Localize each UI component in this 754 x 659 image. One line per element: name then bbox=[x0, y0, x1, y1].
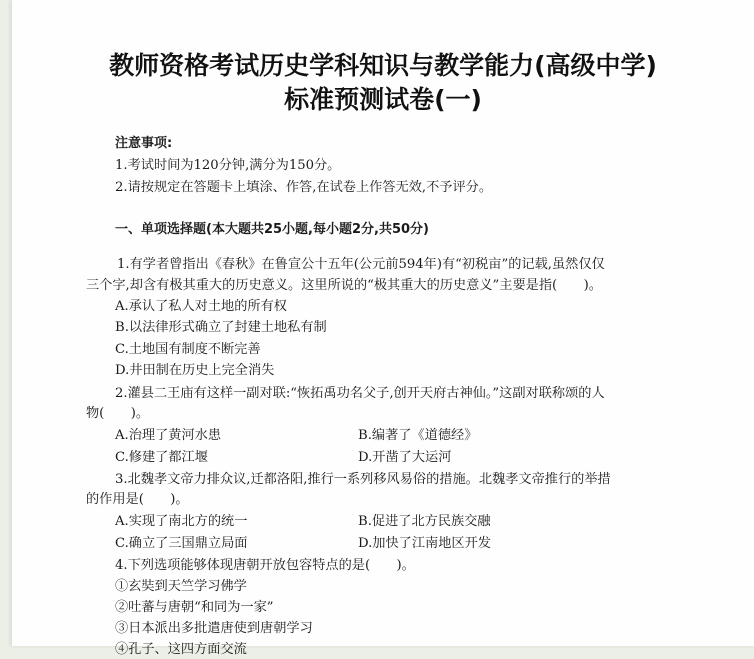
option: A.实现了南北方的统一 bbox=[115, 514, 248, 529]
document-title: 教师资格考试历史学科知识与教学能力(高级中学) bbox=[109, 51, 657, 80]
option: ①玄奘到天竺学习佛学 bbox=[115, 579, 247, 594]
option: A.承认了私人对土地的所有权 bbox=[115, 299, 287, 314]
option: B.以法律形式确立了封建土地私有制 bbox=[115, 320, 327, 335]
option: ②吐蕃与唐朝“和同为一家” bbox=[115, 600, 274, 615]
document-page bbox=[12, 0, 754, 657]
question-stem: 1.有学者曾指出《春秋》在鲁宣公十五年(公元前594年)有“初税亩”的记载,虽然仅仅 bbox=[117, 257, 605, 272]
question-stem: 三个字,却含有极其重大的历史意义。这里所说的“极其重大的历史意义”主要是指( )。 bbox=[86, 278, 602, 293]
notice-heading: 注意事项: bbox=[115, 136, 173, 151]
question-stem: 的作用是( )。 bbox=[86, 492, 189, 507]
option: D.井田制在历史上完全消失 bbox=[115, 363, 275, 378]
question-stem: 4.下列选项能够体现唐朝开放包容特点的是( )。 bbox=[115, 558, 415, 573]
option: ④孔子、这四方面交流 bbox=[115, 642, 247, 657]
option: A.治理了黄河水患 bbox=[115, 428, 222, 443]
option: B.促进了北方民族交融 bbox=[358, 514, 491, 529]
option: C.土地国有制度不断完善 bbox=[115, 342, 261, 357]
question-stem: 3.北魏孝文帝力排众议,迁都洛阳,推行一系列移风易俗的措施。北魏孝文帝推行的举措 bbox=[115, 472, 611, 487]
option: D.开凿了大运河 bbox=[358, 450, 452, 465]
option: B.编著了《道德经》 bbox=[358, 428, 478, 443]
option: C.修建了都江堰 bbox=[115, 450, 208, 465]
option: D.加快了江南地区开发 bbox=[358, 536, 491, 551]
question-stem: 2.灌县二王庙有这样一副对联:“恢拓禹功名父子,创开天府古神仙。”这副对联称颂的人 bbox=[115, 386, 605, 401]
option: ③日本派出多批遣唐使到唐朝学习 bbox=[115, 621, 313, 636]
section-heading: 一、单项选择题(本大题共25小题,每小题2分,共50分) bbox=[115, 222, 429, 237]
document-subtitle: 标准预测试卷(一) bbox=[284, 85, 482, 114]
notice-item: 1.考试时间为120分钟,满分为150分。 bbox=[115, 158, 341, 173]
option: C.确立了三国鼎立局面 bbox=[115, 536, 248, 551]
question-stem: 物( )。 bbox=[86, 406, 150, 421]
notice-item: 2.请按规定在答题卡上填涂、作答,在试卷上作答无效,不予评分。 bbox=[115, 180, 493, 195]
